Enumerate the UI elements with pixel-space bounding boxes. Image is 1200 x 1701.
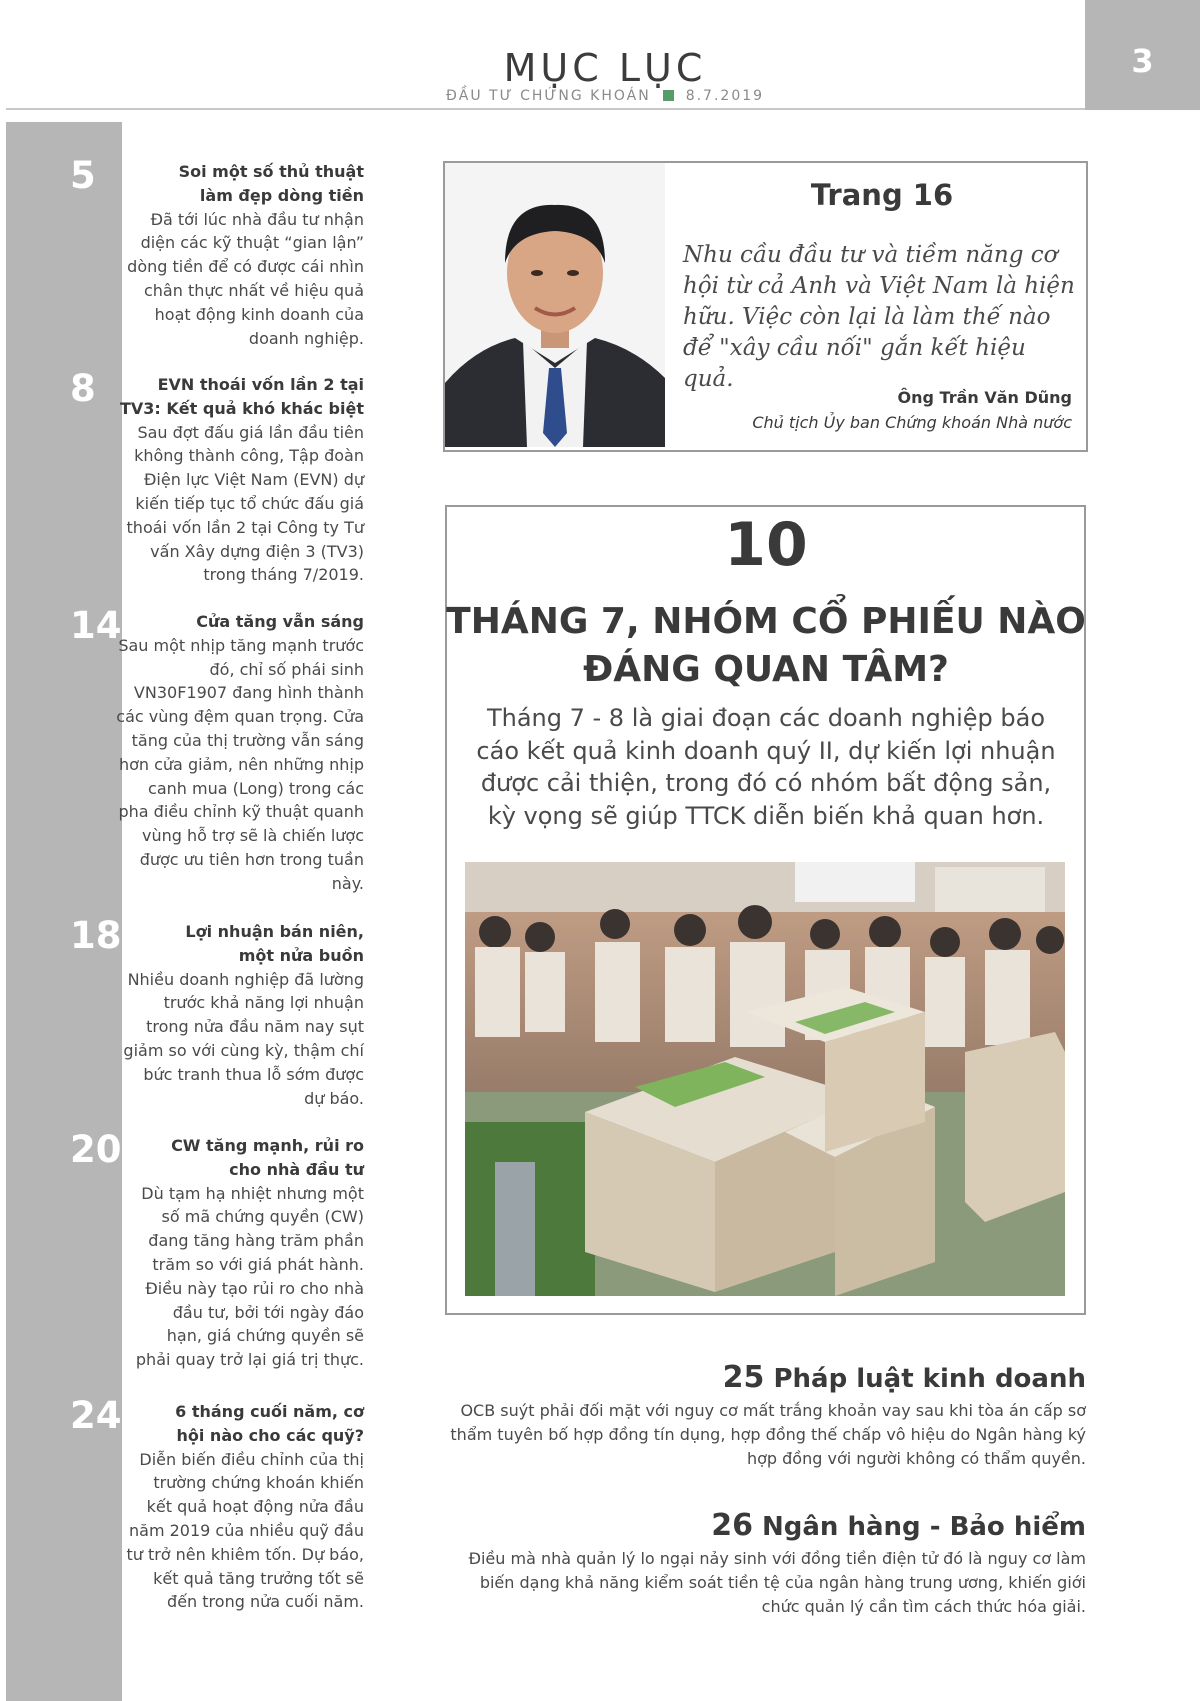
toc-headline: Lợi nhuận bán niên, một nửa buồn — [185, 922, 364, 965]
feature-description: Tháng 7 - 8 là giai đoạn các doanh nghiệp báo cáo kết quả kinh doanh quý II, dự kiến lợi nhuận được cải thiện, trong đó có nhóm bất động sản, kỳ vọng sẽ giúp TTCK diễn biến khả quan hơn. — [476, 704, 1056, 830]
toc-headline: Cửa tăng vẫn sáng — [196, 612, 364, 631]
article-section: Ngân hàng - Bảo hiểm — [762, 1512, 1086, 1542]
toc-entry[interactable] — [6, 604, 364, 904]
toc-headline: 6 tháng cuối năm, cơ hội nào cho các quỹ? — [175, 1402, 364, 1445]
header-rule — [6, 108, 1085, 110]
toc-description: Đã tới lúc nhà đầu tư nhận diện các kỹ thuật “gian lận” dòng tiền để có được cái nhìn chân thực nhất về hiệu quả hoạt động kinh doanh của doanh nghiệp. — [127, 209, 364, 348]
speaker-title: Chủ tịch Ủy ban Chứng khoán Nhà nước — [752, 413, 1072, 432]
feature-title: THÁNG 7, NHÓM CỔ PHIẾU NÀO ĐÁNG QUAN TÂM? — [446, 601, 1086, 690]
quote-page-label: Trang 16 — [810, 178, 954, 212]
article-page-number: 26 — [711, 1508, 753, 1543]
toc-entry[interactable] — [6, 367, 364, 597]
article-page-number: 25 — [722, 1360, 765, 1395]
toc-page-number: 8 — [70, 367, 96, 410]
toc-description: Diễn biến điều chỉnh của thị trường chứng khoán khiến kết quả hoạt động nửa đầu năm 2019 của nhiều quỹ đầu tư trở nên khiêm tốn. Dự báo, kết quả tăng trưởng tốt sẽ đến trong nửa cuối năm. — [126, 1449, 364, 1612]
article-description: Điều mà nhà quản lý lo ngại nảy sinh với đồng tiền điện tử đó là nguy cơ làm biến dạng khả năng kiểm soát tiền tệ của ngân hàng trung ương, khiến giới chức quản lý cần tìm cách thức hóa giải. — [468, 1549, 1086, 1616]
toc-page-number: 20 — [70, 1128, 122, 1171]
speaker-name: Ông Trần Văn Dũng — [897, 388, 1072, 407]
page-number: 3 — [1131, 42, 1154, 80]
toc-page-number: 24 — [70, 1394, 122, 1437]
toc-page-number: 5 — [70, 154, 96, 197]
toc-entry[interactable] — [6, 154, 364, 364]
article-entry[interactable] — [466, 1508, 1086, 1619]
toc-headline: CW tăng mạnh, rủi ro cho nhà đầu tư — [171, 1136, 364, 1179]
article-section: Pháp luật kinh doanh — [773, 1364, 1086, 1394]
toc-headline: Soi một số thủ thuật làm đẹp dòng tiền — [178, 162, 364, 205]
toc-headline: EVN thoái vốn lần 2 tại TV3: Kết quả khó khác biệt — [120, 375, 364, 418]
feature-page-number: 10 — [724, 510, 808, 580]
page-number-tab — [1085, 0, 1200, 110]
toc-entry[interactable] — [6, 914, 364, 1124]
page-header-title: MỤC LỤC — [503, 46, 707, 90]
speaker-portrait — [445, 163, 665, 447]
article-heading — [466, 1508, 1086, 1543]
toc-description: Dù tạm hạ nhiệt nhưng một số mã chứng quyền (CW) đang tăng hàng trăm phần trăm so với giá phát hành. Điều này tạo rủi ro cho nhà đầu tư, bởi tới ngày đáo hạn, giá chứng quyền sẽ phải quay trở lại giá trị thực. — [135, 1183, 364, 1370]
toc-description: Sau đợt đấu giá lần đầu tiên không thành công, Tập đoàn Điện lực Việt Nam (EVN) dự kiến tiếp tục tổ chức đấu giá thoái vốn lần 2 tại Công ty Tư vấn Xây dựng điện 3 (TV3) trong tháng 7/2019. — [126, 422, 364, 585]
quote-text: Nhu cầu đầu tư và tiềm năng cơ hội từ cả Anh và Việt Nam là hiện hữu. Việc còn lại là làm thế nào để "xây cầu nối" gắn kết hiệu quả. — [683, 242, 1075, 392]
real-estate-exhibition-photo — [465, 862, 1065, 1296]
toc-description: Nhiều doanh nghiệp đã lường trước khả năng lợi nhuận trong nửa đầu năm nay sụt giảm so với cùng kỳ, thậm chí bức tranh thua lỗ sớm được dự báo. — [123, 969, 364, 1108]
toc-page-number: 18 — [70, 914, 122, 957]
article-description: OCB suýt phải đối mặt với nguy cơ mất trắng khoản vay sau khi tòa án cấp sơ thẩm tuyên bố hợp đồng tín dụng, hợp đồng thế chấp vô hiệu do Ngân hàng ký hợp đồng với người không có thẩm quyền. — [450, 1401, 1086, 1468]
toc-entry[interactable] — [6, 1128, 364, 1388]
article-entry[interactable] — [446, 1360, 1086, 1471]
toc-entry[interactable] — [6, 1394, 364, 1654]
page-header-subtitle — [0, 88, 1200, 104]
toc-page-number: 14 — [70, 604, 122, 647]
toc-description: Sau một nhịp tăng mạnh trước đó, chỉ số phái sinh VN30F1907 đang hình thành các vùng đệm quan trọng. Cửa tăng của thị trường vẫn sáng hơn cửa giảm, nên những nhịp canh mua (Long) trong các pha điều chỉnh kỹ thuật quanh vùng hỗ trợ sẽ là chiến lược được ưu tiên hơn trong tuần này. — [116, 635, 364, 893]
issue-date: 8.7.2019 — [685, 88, 765, 104]
publication-name: ĐẦU TƯ CHỨNG KHOÁN — [445, 88, 651, 104]
green-square-icon — [663, 90, 674, 101]
article-heading — [446, 1360, 1086, 1395]
